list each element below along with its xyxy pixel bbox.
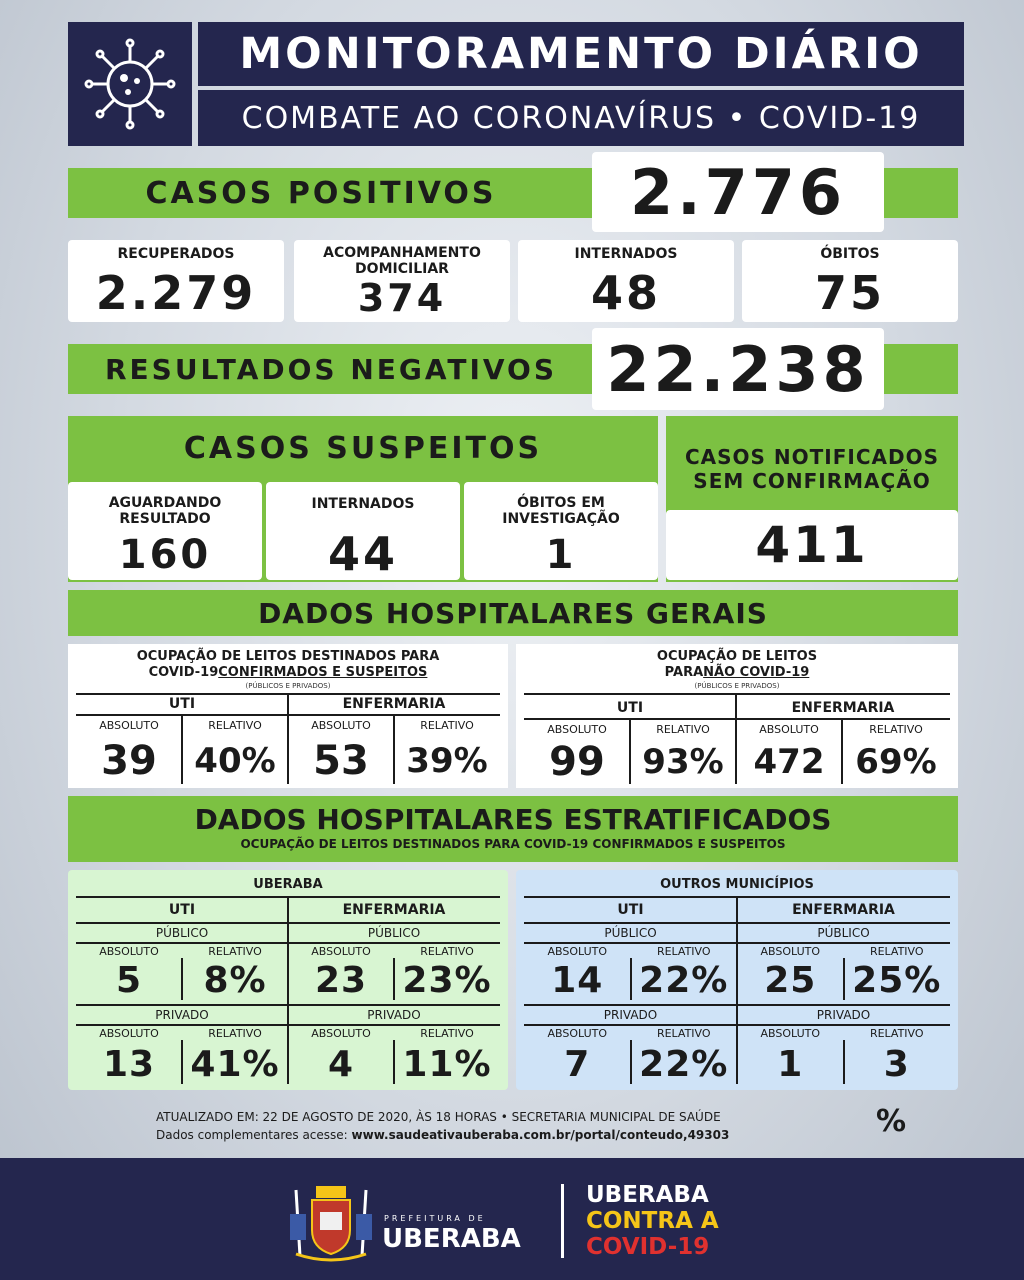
enfermaria-header: ENFERMARIA [792,902,895,918]
resultados-negativos-label: RESULTADOS NEGATIVOS [68,344,594,394]
uti-relativo-value: 40% [194,741,276,781]
enf-priv-abs-value: 4 [327,1043,355,1085]
privado-header: PRIVADO [603,1008,658,1022]
card-value: 75 [814,266,885,320]
website-link[interactable]: www.saudeativauberaba.com.br/portal/conteudo,49303 [351,1128,730,1142]
campaign-line-3: COVID-19 [586,1234,710,1260]
enf-pub-rel-value: 25% [852,959,942,1001]
col-absoluto: ABSOLUTO [547,944,608,958]
uti-pub-abs-value: 5 [115,959,143,1001]
table-note: (PÚBLICOS E PRIVADOS) [245,681,331,690]
col-relativo: RELATIVO [208,944,262,958]
casos-positivos-label: CASOS POSITIVOS [68,168,594,218]
col-relativo: RELATIVO [869,1026,924,1040]
col-absoluto: ABSOLUTO [99,944,159,958]
col-relativo: RELATIVO [420,944,474,958]
card-label: RECUPERADOS [117,246,235,262]
prefeitura-label: PREFEITURA DE [384,1214,486,1223]
uti-header: UTI [616,700,644,716]
enf-absoluto-value: 472 [753,742,825,782]
uti-pub-rel-value: 8% [203,959,267,1001]
update-line: ATUALIZADO EM: 22 DE AGOSTO DE 2020, ÀS 18 HORAS • SECRETARIA MUNICIPAL DE SAÚDE [156,1110,721,1124]
prefeitura-name: UBERABA [382,1224,521,1254]
uti-pub-abs-value: 14 [551,959,604,1001]
publico-header: PÚBLICO [604,926,657,940]
title-part: PARA [664,665,704,680]
col-relativo: RELATIVO [208,1026,262,1040]
uti-absoluto-value: 99 [549,739,605,785]
col-relativo: RELATIVO [869,944,924,958]
percent-mark: % [876,1104,907,1139]
card-value: 2.279 [95,266,257,320]
card-value: 160 [118,532,212,578]
col-relativo: RELATIVO [420,718,474,732]
col-absoluto: ABSOLUTO [759,722,819,736]
update-link-line [156,1128,876,1144]
uti-header: UTI [168,696,196,712]
col-absoluto: ABSOLUTO [311,718,371,732]
table-title: OCUPAÇÃO DE LEITOS DESTINADOS PARA [136,649,440,664]
enf-relativo-value: 39% [406,741,488,781]
enf-priv-rel-value: 11% [402,1043,492,1085]
card-label: ACOMPANHAMENTO DOMICILIAR [323,245,481,277]
enf-relativo-value: 69% [855,742,937,782]
campaign-line-1: UBERABA [586,1182,709,1208]
card-acompanhamento [294,240,510,322]
privado-header: PRIVADO [816,1008,871,1022]
casos-suspeitos-title: CASOS SUSPEITOS [183,430,543,466]
card-internados [518,240,734,322]
publico-header: PÚBLICO [817,926,870,940]
enf-pub-rel-value: 23% [402,959,492,1001]
title-part: COVID-19 [148,665,219,680]
enf-pub-abs-value: 25 [764,959,817,1001]
enf-pub-abs-value: 23 [314,959,368,1001]
card-value: 1 [545,532,577,578]
uti-priv-abs-value: 7 [564,1043,591,1085]
gerais-title: DADOS HOSPITALARES GERAIS [68,590,958,636]
col-absoluto: ABSOLUTO [547,722,607,736]
card-label: ÓBITOS [820,246,880,262]
campaign-line-2: CONTRA A [586,1208,719,1234]
gerais-covid-table [68,644,508,788]
table-title-line2 [68,665,508,681]
link-prefix: Dados complementares acesse: [156,1128,352,1142]
outros-municipios-table [516,870,958,1090]
uti-absoluto-value: 39 [101,738,157,784]
suspeito-card [464,482,658,580]
col-absoluto: ABSOLUTO [760,944,821,958]
notificados-label: CASOS NOTIFICADOS SEM CONFIRMAÇÃO [684,445,940,493]
uti-priv-rel-value: 41% [190,1043,280,1085]
publico-header: PÚBLICO [155,926,209,940]
table-title: UBERABA [253,876,323,892]
uti-header: UTI [168,902,196,918]
gerais-nao-covid-table [516,644,958,788]
virus-icon [80,34,180,134]
suspeito-card [68,482,262,580]
card-label: AGUARDANDO RESULTADO [108,495,222,527]
enfermaria-header: ENFERMARIA [791,700,895,716]
privado-header: PRIVADO [367,1008,421,1022]
privado-header: PRIVADO [155,1008,209,1022]
uberaba-table [68,870,508,1090]
enfermaria-header: ENFERMARIA [342,696,446,712]
col-relativo: RELATIVO [208,718,262,732]
footer-divider [561,1184,564,1258]
col-relativo: RELATIVO [869,722,923,736]
title-emphasis: NÃO COVID-19 [703,665,810,680]
virus-logo-box [68,22,192,146]
enf-priv-abs-value: 1 [777,1043,804,1085]
col-relativo: RELATIVO [656,722,710,736]
coat-of-arms-icon [286,1180,376,1264]
card-value: 374 [357,276,447,320]
table-title: OUTROS MUNICÍPIOS [660,876,814,892]
card-value: 48 [590,266,661,320]
estratificados-title: DADOS HOSPITALARES ESTRATIFICADOS [194,802,832,836]
col-absoluto: ABSOLUTO [311,1026,371,1040]
page-title: MONITORAMENTO DIÁRIO [198,22,964,86]
green-band-right [880,344,958,394]
col-absoluto: ABSOLUTO [99,1026,159,1040]
casos-positivos-value: 2.776 [592,152,884,232]
col-absoluto: ABSOLUTO [311,944,371,958]
table-note: (PÚBLICOS E PRIVADOS) [694,681,780,690]
notificados-value: 411 [666,510,958,580]
estratificados-subtitle: OCUPAÇÃO DE LEITOS DESTINADOS PARA COVID-19 CONFIRMADOS E SUSPEITOS [240,837,786,851]
resultados-negativos-value: 22.238 [592,328,884,410]
table-title: OCUPAÇÃO DE LEITOS [656,649,818,664]
card-value: 44 [327,527,398,581]
enf-absoluto-value: 53 [313,738,369,784]
col-relativo: RELATIVO [656,944,711,958]
col-relativo: RELATIVO [420,1026,474,1040]
page-subtitle: COMBATE AO CORONAVÍRUS • COVID-19 [198,90,964,146]
footer [0,1158,1024,1280]
estratificados-header [68,796,958,862]
publico-header: PÚBLICO [367,926,421,940]
uti-priv-rel-value: 22% [639,1043,729,1085]
card-recuperados [68,240,284,322]
col-absoluto: ABSOLUTO [99,718,159,732]
uti-pub-rel-value: 22% [639,959,729,1001]
enfermaria-header: ENFERMARIA [342,902,446,918]
col-absoluto: ABSOLUTO [760,1026,821,1040]
card-label: ÓBITOS EM INVESTIGAÇÃO [502,495,620,527]
uti-priv-abs-value: 13 [102,1043,156,1085]
title-emphasis: CONFIRMADOS E SUSPEITOS [218,665,428,680]
card-label: INTERNADOS [311,496,415,512]
enf-priv-rel-value: 3 [883,1043,910,1085]
col-relativo: RELATIVO [656,1026,711,1040]
uti-relativo-value: 93% [642,742,724,782]
green-band-right [880,168,958,218]
suspeito-card [266,482,460,580]
card-label: INTERNADOS [574,246,678,262]
uti-header: UTI [617,902,644,918]
col-absoluto: ABSOLUTO [547,1026,608,1040]
card-obitos [742,240,958,322]
table-title-line2 [516,665,958,681]
